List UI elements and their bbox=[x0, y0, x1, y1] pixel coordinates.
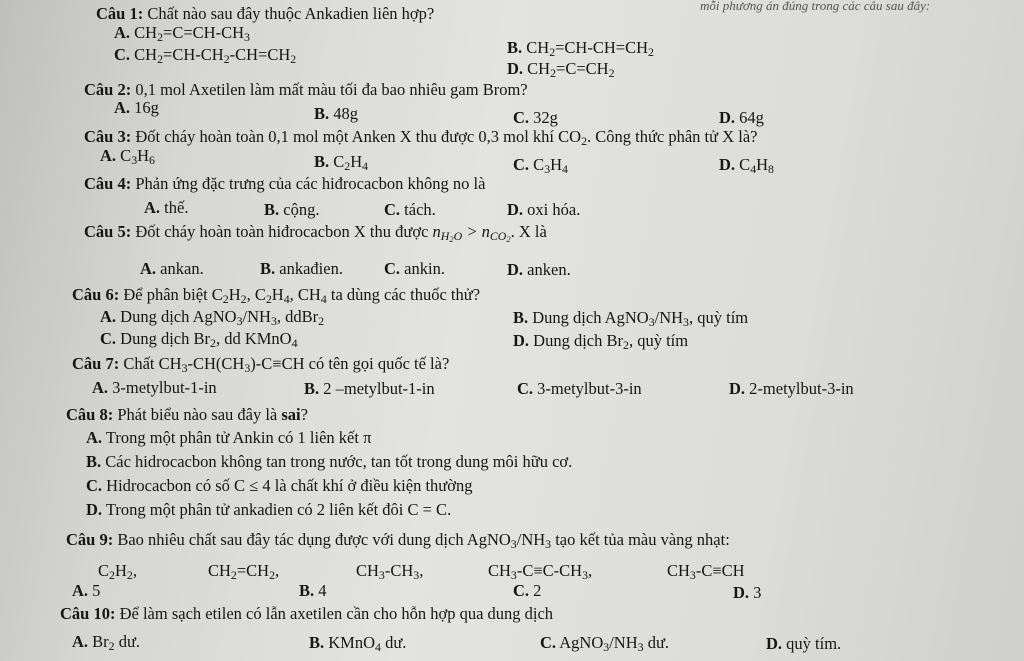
text-span: 32g bbox=[533, 108, 558, 127]
text-span: 64g bbox=[739, 108, 764, 127]
question-10 bbox=[60, 604, 553, 624]
text-span: cộng. bbox=[283, 200, 320, 219]
option-letter: C. bbox=[513, 108, 530, 127]
option-8d bbox=[86, 500, 451, 520]
option-letter: B. bbox=[299, 581, 315, 600]
text-span: 2 –metylbut-1-in bbox=[323, 379, 435, 398]
text-span: Trong một phân tử Ankin có 1 liên kết π bbox=[105, 428, 372, 447]
option-letter: B. bbox=[507, 38, 523, 57]
option-6a bbox=[100, 307, 324, 327]
option-10d bbox=[766, 634, 841, 654]
text-span: oxi hóa. bbox=[527, 200, 581, 219]
text-span: ankin. bbox=[404, 259, 445, 278]
option-4b bbox=[264, 200, 319, 220]
option-letter: C. bbox=[517, 379, 534, 398]
option-letter: D. bbox=[733, 583, 750, 602]
option-letter: B. bbox=[309, 633, 325, 652]
text-span: Đốt cháy hoàn toàn hiđrocacbon X thu được bbox=[135, 222, 429, 241]
option-letter: C. bbox=[100, 329, 117, 348]
option-letter: D. bbox=[719, 108, 736, 127]
option-1c bbox=[114, 45, 296, 65]
subscript: H2O bbox=[440, 228, 463, 245]
question-5 bbox=[84, 222, 547, 245]
text-span: Để phân biệt $C_2H_2$, $C_2H_4$, $CH_4$ ta dùng các thuốc thử? bbox=[123, 285, 481, 306]
question-number: Câu 2: bbox=[84, 80, 132, 99]
option-4a bbox=[144, 198, 188, 218]
question-8 bbox=[66, 405, 308, 425]
option-letter: A. bbox=[86, 428, 103, 447]
text-span: anken. bbox=[527, 260, 571, 279]
text-span: Trong một phân tử ankadien có 2 liên kết đôi C = C. bbox=[105, 500, 452, 519]
option-letter: A. bbox=[144, 198, 161, 217]
question-number: Câu 10: bbox=[60, 604, 116, 623]
option-5c bbox=[384, 259, 445, 279]
question-7 bbox=[72, 354, 449, 374]
question-number: Câu 7: bbox=[72, 354, 120, 373]
option-6b bbox=[513, 308, 748, 328]
question-3 bbox=[84, 127, 757, 147]
option-6d bbox=[513, 331, 688, 351]
option-letter: D. bbox=[766, 634, 783, 653]
text-span: Dung dịch $Br_2$, dd KMnO$_4$ bbox=[120, 329, 298, 350]
option-10c bbox=[540, 633, 669, 653]
option-letter: B. bbox=[260, 259, 276, 278]
option-letter: A. bbox=[100, 146, 117, 165]
option-2d bbox=[719, 108, 764, 128]
option-9a bbox=[72, 581, 100, 601]
compound-1: $C_2H_2$, bbox=[98, 561, 137, 582]
text-span: Dung dịch $Br_2$, quỳ tím bbox=[533, 331, 689, 352]
subscript: CO2 bbox=[489, 228, 511, 245]
text-span: 3 bbox=[753, 583, 762, 602]
option-text: $CH_2=CH-CH_2-CH=CH_2$ bbox=[134, 45, 297, 66]
option-6c bbox=[100, 329, 298, 349]
option-letter: D. bbox=[507, 200, 524, 219]
compound-4: $CH_3-C\equiv C-CH_3$, bbox=[488, 561, 593, 582]
option-letter: B. bbox=[314, 104, 330, 123]
option-letter: C. bbox=[513, 581, 530, 600]
text-span: $C_3H_4$ bbox=[533, 155, 568, 176]
text-span: Dung dịch $AgNO_3/NH_3$, quỳ tím bbox=[532, 308, 749, 329]
option-letter: C. bbox=[86, 476, 103, 495]
option-5d bbox=[507, 260, 571, 280]
text-span: . X là bbox=[510, 222, 547, 241]
option-letter: D. bbox=[507, 59, 524, 78]
option-letter: A. bbox=[100, 307, 117, 326]
option-9b bbox=[299, 581, 327, 601]
text-span: 5 bbox=[92, 581, 101, 600]
text-span: $AgNO_3/NH_3$ dư. bbox=[559, 633, 670, 654]
option-1a bbox=[114, 23, 250, 43]
text-span: n bbox=[432, 222, 441, 241]
text-span: Hidrocacbon có số C ≤ 4 là chất khí ở điều kiện thường bbox=[106, 476, 473, 495]
option-7b bbox=[304, 379, 435, 399]
option-7c bbox=[517, 379, 642, 399]
text-span: $Br_2$ dư. bbox=[92, 632, 141, 653]
text-span: n bbox=[481, 222, 490, 241]
option-letter: A. bbox=[114, 98, 131, 117]
option-7d bbox=[729, 379, 854, 399]
option-8a bbox=[86, 428, 371, 448]
option-letter: A. bbox=[114, 23, 131, 42]
option-3d bbox=[719, 155, 774, 175]
option-letter: C. bbox=[384, 200, 401, 219]
option-5a bbox=[140, 259, 204, 279]
option-3c bbox=[513, 155, 568, 175]
option-letter: D. bbox=[729, 379, 746, 398]
compound-2: $CH_2=CH_2$, bbox=[208, 561, 280, 582]
text-span: 3-metylbut-3-in bbox=[537, 379, 642, 398]
question-text: 0,1 mol Axetilen làm mất màu tối đa bao nhiêu gam Brom? bbox=[135, 80, 528, 99]
text-span: ankađien. bbox=[279, 259, 343, 278]
option-letter: A. bbox=[92, 378, 109, 397]
option-text: $CH_2=C=CH-CH_3$ bbox=[134, 23, 250, 44]
text-span: Bao nhiêu chất sau đây tác dụng được với dung dịch $AgNO_3/NH_3$ tạo kết tủa màu vàng nhạt: bbox=[117, 530, 730, 551]
option-4c bbox=[384, 200, 436, 220]
option-8c bbox=[86, 476, 472, 496]
option-letter: B. bbox=[86, 452, 102, 471]
option-letter: B. bbox=[314, 152, 330, 171]
text-span: $C_4H_8$ bbox=[739, 155, 774, 176]
text-span: Phát biểu nào sau đây là bbox=[117, 405, 278, 424]
question-1 bbox=[96, 4, 434, 24]
option-8b bbox=[86, 452, 572, 472]
option-2b bbox=[314, 104, 358, 124]
text-span: tách. bbox=[404, 200, 436, 219]
option-3a bbox=[100, 146, 155, 166]
question-text: Chất nào sau đây thuộc Ankadien liên hợp? bbox=[147, 4, 435, 23]
question-2 bbox=[84, 80, 528, 100]
question-number: Câu 9: bbox=[66, 530, 114, 549]
option-2c bbox=[513, 108, 558, 128]
option-letter: D. bbox=[719, 155, 736, 174]
option-letter: B. bbox=[513, 308, 529, 327]
text-span: 2-metylbut-3-in bbox=[749, 379, 854, 398]
question-number: Câu 6: bbox=[72, 285, 120, 304]
option-7a bbox=[92, 378, 217, 398]
text-span: KMnO$_4$ dư. bbox=[328, 633, 407, 654]
text-span: $C_2H_4$ bbox=[333, 152, 369, 173]
text-span: ankan. bbox=[160, 259, 204, 278]
text-span: 3-metylbut-1-in bbox=[112, 378, 217, 397]
option-9d bbox=[733, 583, 761, 603]
option-1d bbox=[507, 59, 615, 79]
option-letter: C. bbox=[114, 45, 131, 64]
text-span: Đốt cháy hoàn toàn 0,1 mol một Anken X thu được 0,3 mol khí CO bbox=[135, 127, 582, 146]
option-5b bbox=[260, 259, 343, 279]
text-span: quỳ tím. bbox=[786, 634, 842, 653]
text-span: $C_3H_6$ bbox=[120, 146, 155, 167]
option-letter: D. bbox=[86, 500, 103, 519]
option-9c bbox=[513, 581, 541, 601]
option-letter: A. bbox=[72, 581, 89, 600]
compound-3: $CH_3-CH_3$, bbox=[356, 561, 424, 582]
option-10a bbox=[72, 632, 140, 652]
text-span: thế. bbox=[164, 198, 189, 217]
option-letter: D. bbox=[507, 260, 524, 279]
text-span: sai bbox=[281, 405, 301, 424]
text-span: Chất $CH_3-CH(CH_3)-C\equiv CH$ có tên gọi quốc tế là? bbox=[123, 354, 450, 375]
option-letter: C. bbox=[513, 155, 530, 174]
option-3b bbox=[314, 152, 368, 172]
option-letter: B. bbox=[304, 379, 320, 398]
text-span: > bbox=[466, 222, 478, 241]
option-text: $CH_2=CH-CH=CH_2$ bbox=[526, 38, 654, 59]
text-span: 48g bbox=[333, 104, 359, 123]
text-span: 16g bbox=[134, 98, 159, 117]
question-4 bbox=[84, 174, 485, 194]
option-letter: A. bbox=[140, 259, 157, 278]
text-span: 2 bbox=[533, 581, 542, 600]
text-span: Các hidrocacbon không tan trong nước, tan tốt trong dung môi hữu cơ. bbox=[105, 452, 573, 471]
option-text: $CH_2=C=CH_2$ bbox=[527, 59, 615, 80]
question-number: Câu 5: bbox=[84, 222, 132, 241]
option-1b bbox=[507, 38, 654, 58]
option-10b bbox=[309, 633, 406, 653]
question-number: Câu 3: bbox=[84, 127, 132, 146]
text-span: Dung dịch $AgNO_3/NH_3$, ddBr$_2$ bbox=[120, 307, 325, 328]
question-number: Câu 4: bbox=[84, 174, 132, 193]
option-letter: A. bbox=[72, 632, 89, 651]
option-letter: D. bbox=[513, 331, 530, 350]
text-span: Phản ứng đặc trưng của các hiđrocacbon không no là bbox=[135, 174, 486, 193]
question-6 bbox=[72, 285, 480, 305]
option-letter: C. bbox=[384, 259, 401, 278]
subscript: 2 bbox=[581, 133, 587, 148]
formula bbox=[432, 222, 511, 245]
text-span: . Công thức phân tử X là? bbox=[587, 127, 758, 146]
option-2a bbox=[114, 98, 159, 118]
option-letter: C. bbox=[540, 633, 557, 652]
question-9 bbox=[66, 530, 730, 550]
option-letter: B. bbox=[264, 200, 280, 219]
option-4d bbox=[507, 200, 580, 220]
question-number: Câu 1: bbox=[96, 4, 144, 23]
text-span: ? bbox=[300, 405, 308, 424]
question-number: Câu 8: bbox=[66, 405, 114, 424]
text-span: 4 bbox=[318, 581, 327, 600]
text-span: Để làm sạch etilen có lẫn axetilen cần cho hỗn hợp qua dung dịch bbox=[119, 604, 554, 623]
header-fragment: mỗi phương án đúng trong các câu sau đây: bbox=[700, 0, 931, 13]
compound-5: $CH_3-C\equiv CH$ bbox=[667, 561, 745, 582]
